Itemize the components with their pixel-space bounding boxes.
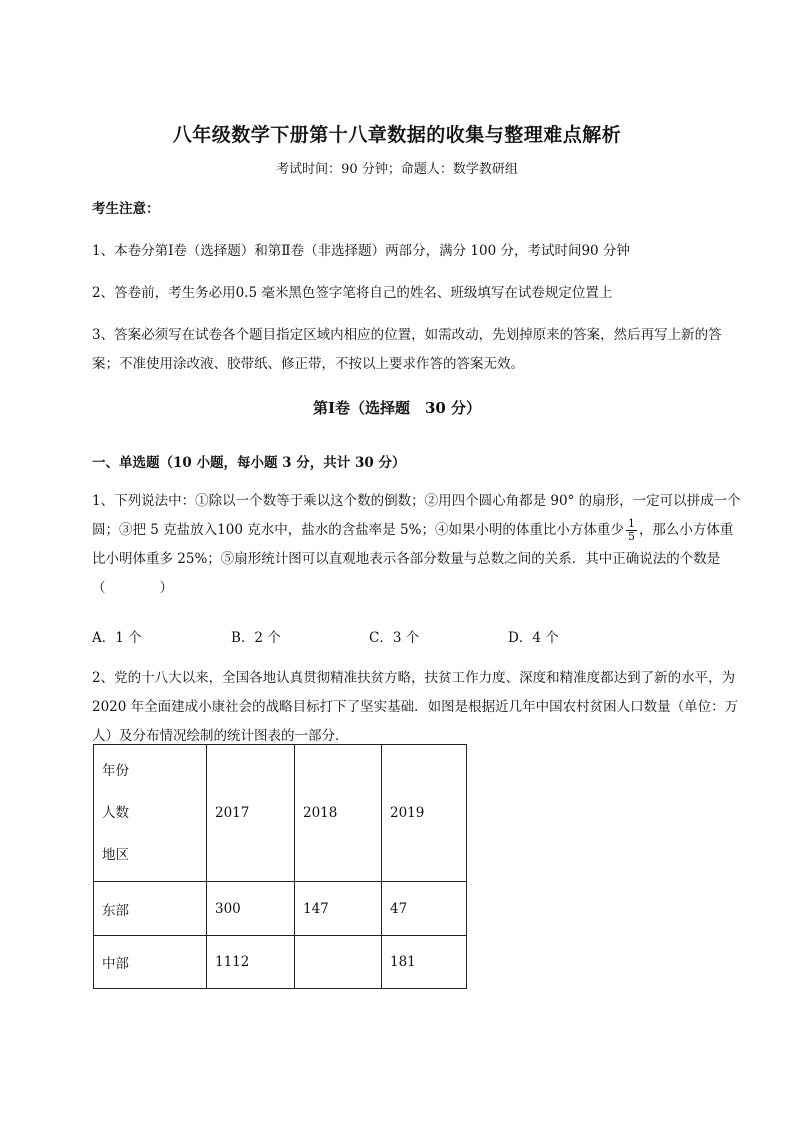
exam-info: 考试时间：90 分钟；命题人：数学教研组	[276, 162, 518, 177]
year-cell-2018: 2018	[295, 745, 382, 882]
question-2: 2、党的十八大以来，全国各地认真贯彻精准扶贫方略，扶贫工作力度、深度和精准度都达到了新的水平，为 2020 年全面建成小康社会的战略目标打下了坚实基础．如图是根据近几年中国农村贫困人口数量（单位：万人）及分布情况绘制的统计图表的一部分．	[92, 670, 739, 744]
fraction-denominator: 5	[627, 530, 635, 543]
year-cell-2019: 2019	[382, 745, 467, 882]
notes-heading: 考生注意：	[92, 201, 160, 217]
fraction-one-fifth	[626, 518, 637, 543]
section-title: 第Ⅰ卷（选择题 30 分）	[312, 399, 482, 417]
header-label-year: 年份	[102, 763, 129, 779]
note-item-1: 1、本卷分第Ⅰ卷（选择题）和第Ⅱ卷（非选择题）两部分，满分 100 分，考试时间90 分钟	[92, 243, 630, 259]
option-d: D．4 个	[508, 630, 559, 646]
poverty-table	[93, 744, 467, 989]
value-cell: 47	[382, 882, 467, 936]
value-cell: 300	[207, 882, 295, 936]
header-label-count: 人数	[102, 805, 129, 821]
question-1-text-a: 1、下列说法中：①除以一个数等于乘以这个数的倒数；②用四个圆心角都是 90° 的扇形，一定可以拼成一个圆；③把 5 克盐放入100 克水中，盐水的含盐率是 5%；④如果小明的体重比小方体重少	[92, 493, 741, 538]
question-1	[92, 487, 744, 603]
region-cell: 东部	[94, 882, 207, 936]
value-cell: 1112	[207, 936, 295, 989]
table-header-row	[94, 745, 467, 882]
option-b: B．2 个	[231, 630, 281, 646]
region-cell: 中部	[94, 936, 207, 989]
table-row	[94, 936, 467, 989]
page-title: 八年级数学下册第十八章数据的收集与整理难点解析	[172, 124, 622, 146]
option-c: C．3 个	[369, 630, 420, 646]
header-label-region: 地区	[102, 847, 129, 863]
value-cell: 181	[382, 936, 467, 989]
fraction-numerator: 1	[627, 517, 635, 530]
year-cell-2017: 2017	[207, 745, 295, 882]
note-item-3: 3、答案必须写在试卷各个题目指定区域内相应的位置，如需改动，先划掉原来的答案，然后再写上新的答案；不准使用涂改液、胶带纸、修正带，不按以上要求作答的答案无效。	[92, 327, 722, 372]
note-item-2: 2、答卷前，考生务必用0.5 毫米黑色签字笔将自己的姓名、班级填写在试卷规定位置上	[92, 285, 613, 301]
subsection-title: 一、单选题（10 小题，每小题 3 分，共计 30 分）	[92, 455, 406, 471]
value-cell	[295, 936, 382, 989]
question-1-text-b: ，那么小方体重比小明体重多 25%；⑤扇形统计图可以直观地表示各部分数量与总数之间的关系．其中正确说法的个数是（ ）	[92, 522, 734, 596]
header-corner-cell	[94, 745, 207, 882]
option-a: A．1 个	[92, 630, 142, 646]
value-cell: 147	[295, 882, 382, 936]
table-row	[94, 882, 467, 936]
